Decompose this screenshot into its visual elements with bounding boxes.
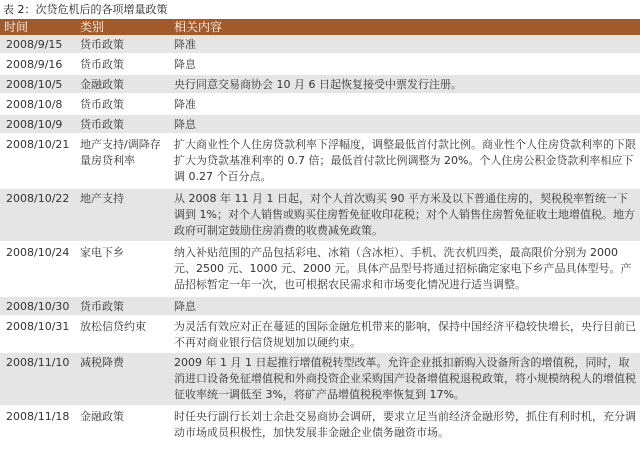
cell-date: 2008/10/5 xyxy=(0,74,76,94)
cell-category: 减税降费 xyxy=(76,352,170,406)
table-row xyxy=(0,94,640,114)
cell-content: 从 2008 年 11 月 1 日起，对个人首次购买 90 平方米及以下普通住房的，契税税率暂统一下调到 1%；对个人销售或购买住房暂免征收印花税；对个人销售住房暂免征收土地增值税。地方政府可制定鼓励住房消费的收费减免政策。 xyxy=(170,188,640,242)
cell-category: 地产支持 xyxy=(76,188,170,242)
cell-date: 2008/10/31 xyxy=(0,316,76,352)
cell-date: 2008/9/15 xyxy=(0,35,76,54)
cell-content: 为灵活有效应对正在蔓延的国际金融危机带来的影响，保持中国经济平稳较快增长，央行目前已不再对商业银行信贷规划加以硬约束。 xyxy=(170,316,640,352)
cell-content: 降准 xyxy=(170,94,640,114)
cell-category: 地产支持/调降存量房贷利率 xyxy=(76,134,170,188)
cell-category: 放松信贷约束 xyxy=(76,316,170,352)
cell-content: 扩大商业性个人住房贷款利率下浮幅度，调整最低首付款比例。商业性个人住房贷款利率的下限扩大为贷款基准利率的 0.7 倍；最低首付款比例调整为 20%。个人住房公积金贷款利率相应下调 0.27 个百分点。 xyxy=(170,134,640,188)
cell-date: 2008/10/30 xyxy=(0,296,76,316)
cell-category: 货币政策 xyxy=(76,54,170,74)
header-content: 相关内容 xyxy=(170,19,640,35)
policy-table xyxy=(0,19,640,443)
cell-date: 2008/11/10 xyxy=(0,352,76,406)
table-row xyxy=(0,188,640,242)
cell-category: 货币政策 xyxy=(76,114,170,134)
cell-content: 纳入补贴范围的产品包括彩电、冰箱（含冰柜）、手机、洗衣机四类，最高限价分别为 2000 元、2500 元、1000 元、2000 元。具体产品型号将通过招标确定家电下乡产品具体型号。产品招标暂定一年一次，也可根据农民需求和市场变化情况进行适当调整。 xyxy=(170,242,640,296)
cell-category: 金融政策 xyxy=(76,74,170,94)
cell-content: 降准 xyxy=(170,35,640,54)
cell-date: 2008/10/9 xyxy=(0,114,76,134)
table-row xyxy=(0,134,640,188)
cell-date: 2008/10/24 xyxy=(0,242,76,296)
table-row xyxy=(0,74,640,94)
cell-content: 降息 xyxy=(170,114,640,134)
table-row xyxy=(0,54,640,74)
cell-category: 货币政策 xyxy=(76,35,170,54)
cell-date: 2008/10/22 xyxy=(0,188,76,242)
cell-content: 降息 xyxy=(170,54,640,74)
table-caption: 表 2：次贷危机后的各项增量政策 xyxy=(3,3,168,16)
cell-category: 货币政策 xyxy=(76,94,170,114)
cell-content: 央行同意交易商协会 10 月 6 日起恢复接受中票发行注册。 xyxy=(170,74,640,94)
cell-date: 2008/10/8 xyxy=(0,94,76,114)
cell-category: 家电下乡 xyxy=(76,242,170,296)
cell-date: 2008/11/18 xyxy=(0,406,76,442)
table-row xyxy=(0,406,640,442)
table-row xyxy=(0,316,640,352)
header-category: 类别 xyxy=(76,19,170,35)
cell-content: 2009 年 1 月 1 日起推行增值税转型改革。允许企业抵扣新购入设备所含的增值税，同时，取消进口设备免征增值税和外商投资企业采购国产设备增值税退税政策，将小规模纳税人的增值税征收率统一调低至 3%，将矿产品增值税税率恢复到 17%。 xyxy=(170,352,640,406)
table-row xyxy=(0,114,640,134)
cell-date: 2008/10/21 xyxy=(0,134,76,188)
cell-date: 2008/9/16 xyxy=(0,54,76,74)
header-date: 时间 xyxy=(0,19,76,35)
cell-category: 金融政策 xyxy=(76,406,170,442)
table-row xyxy=(0,35,640,54)
table-row xyxy=(0,352,640,406)
cell-content: 时任央行副行长刘士余赴交易商协会调研，要求立足当前经济金融形势，抓住有利时机，充分调动市场成员积极性，加快发展非金融企业债务融资市场。 xyxy=(170,406,640,442)
table-row xyxy=(0,242,640,296)
table-header-row xyxy=(0,19,640,35)
cell-content: 降息 xyxy=(170,296,640,316)
table-row xyxy=(0,296,640,316)
cell-category: 货币政策 xyxy=(76,296,170,316)
